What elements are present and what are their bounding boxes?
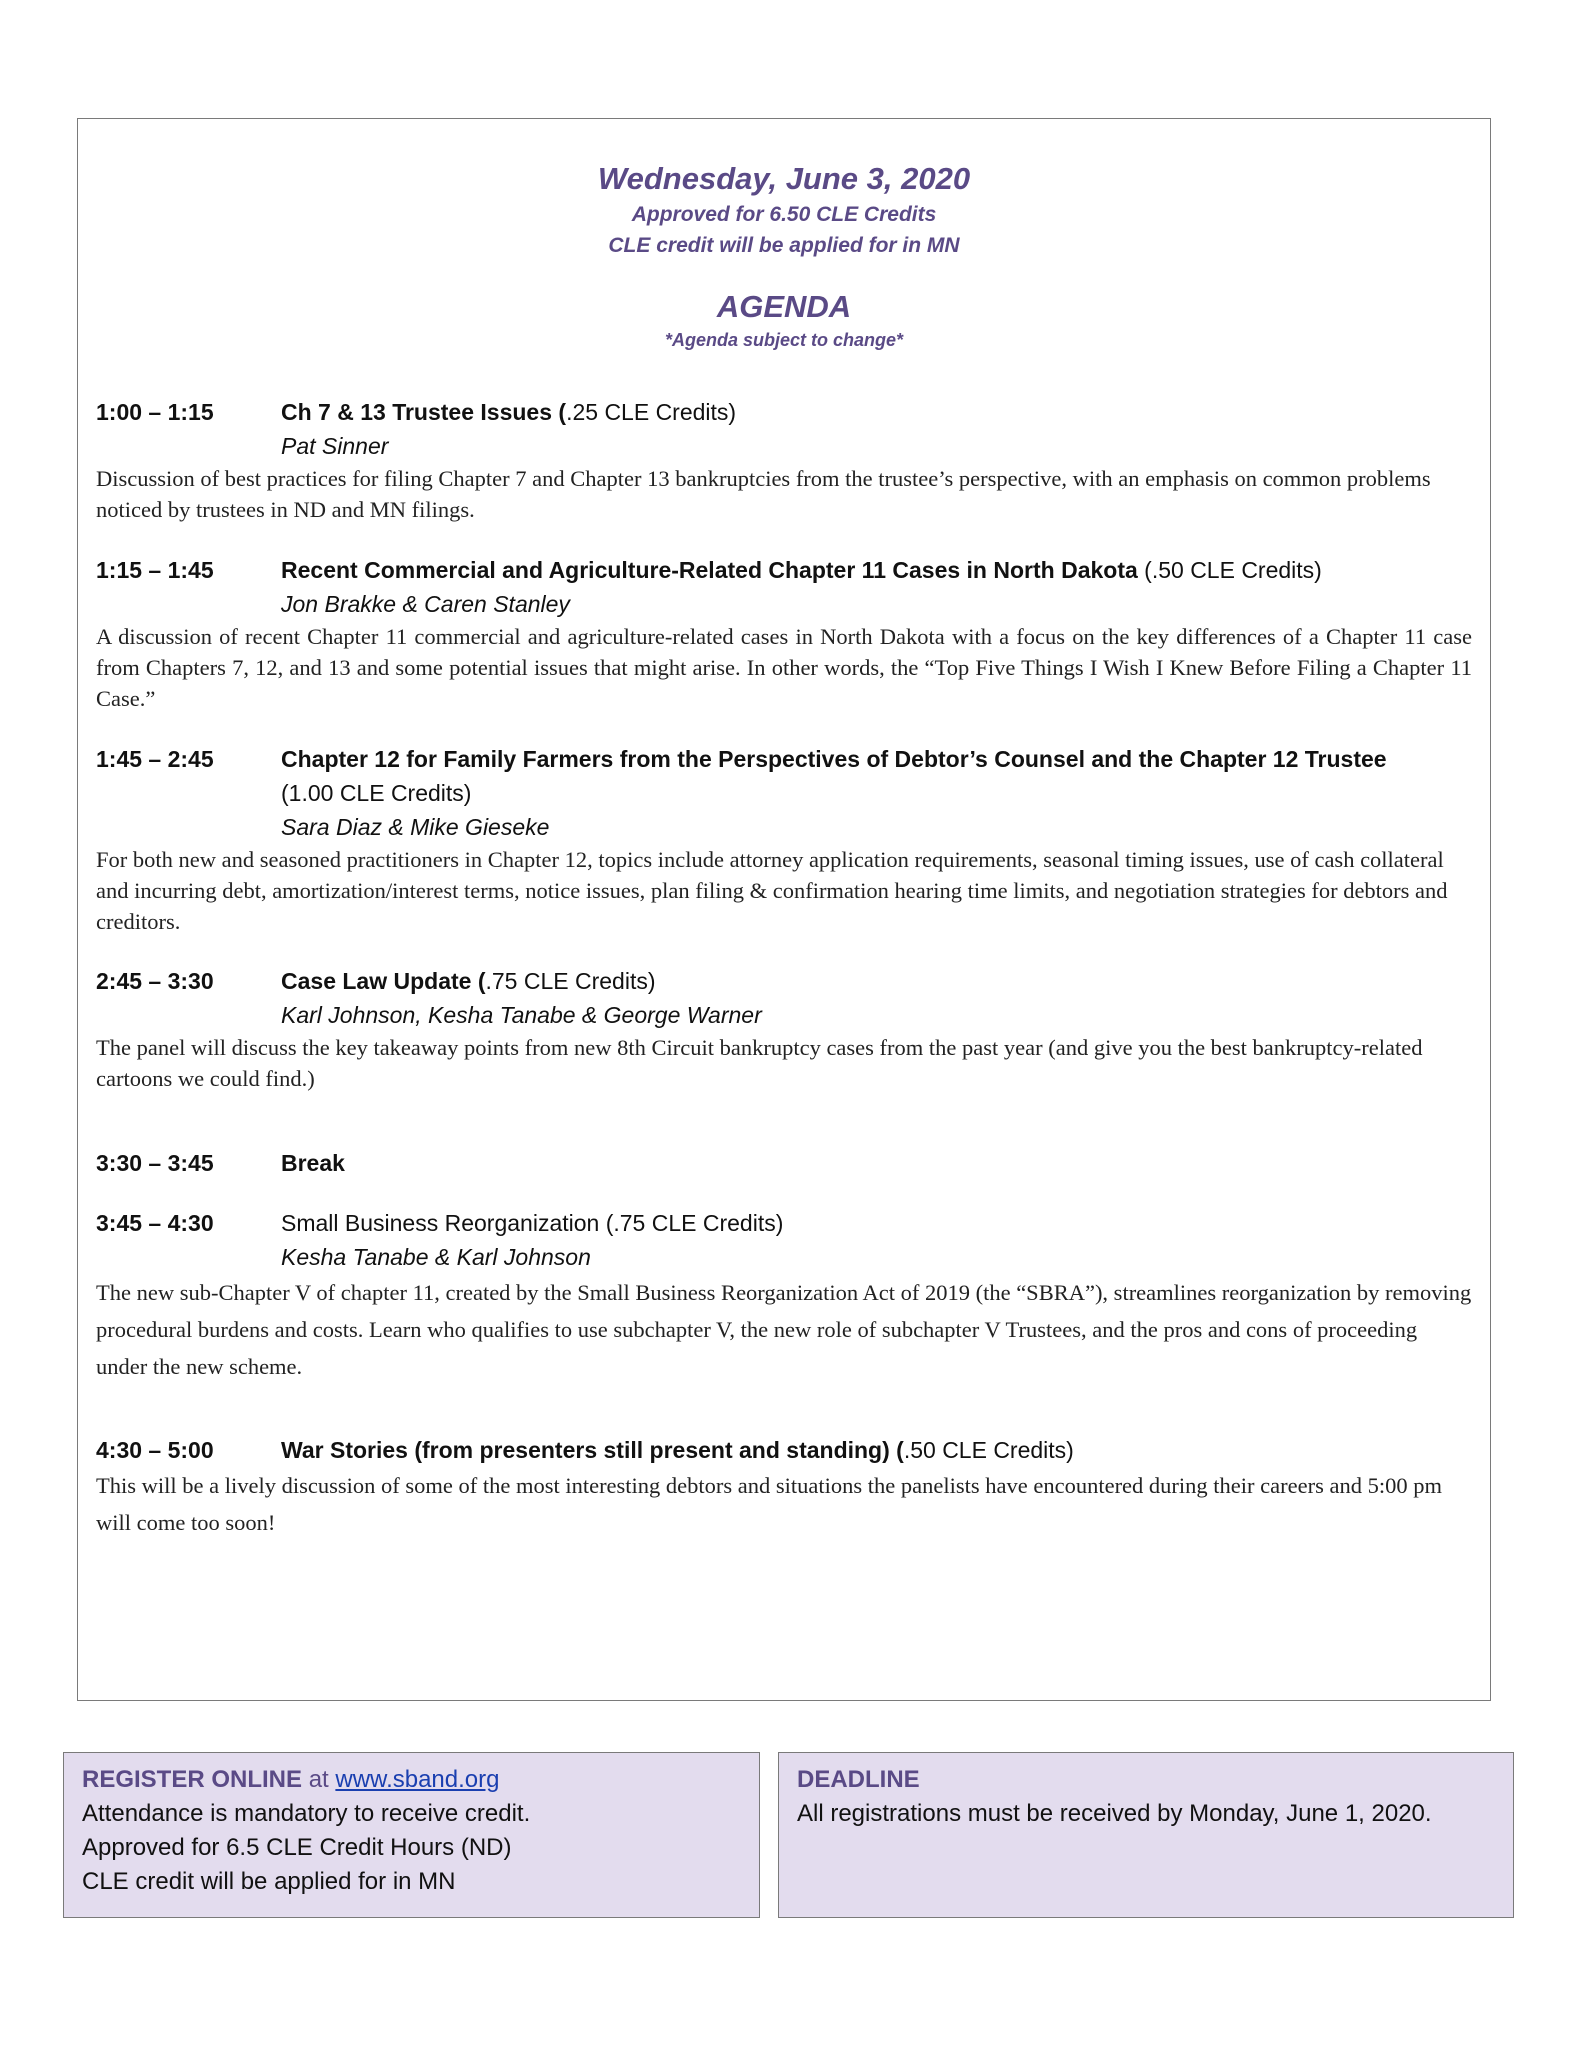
session-description: Discussion of best practices for filing Chapter 7 and Chapter 13 bankruptcies from the trustee’s perspective, with an emphasis on common problems noticed by trustees in ND and MN filings.	[96, 466, 1431, 522]
session-title-text: War Stories (from presenters still present and standing) (	[281, 1437, 904, 1463]
deadline-text: All registrations must be received by Monday, June 1, 2020.	[797, 1800, 1432, 1827]
agenda-frame	[77, 118, 1491, 1701]
session-1	[96, 395, 1472, 525]
session-title-text: Break	[281, 1150, 345, 1176]
session-time: 3:45 – 4:30	[96, 1210, 214, 1236]
session-description: A discussion of recent Chapter 11 commercial and agriculture-related cases in North Dakota with a focus on the key differences of a Chapter 11 case from Chapters 7, 12, and 13 and some potential issues that might arise. In other words, the “Top Five Things I Wish I Knew Before Filing a Chapter 11 Case.”	[96, 624, 1472, 711]
attendance-note: Attendance is mandatory to receive credit.	[82, 1800, 531, 1827]
session-title	[281, 553, 1472, 587]
session-3	[96, 742, 1472, 937]
session-time: 1:00 – 1:15	[96, 399, 214, 425]
agenda-note: *Agenda subject to change*	[664, 330, 904, 350]
approved-hours-note: Approved for 6.5 CLE Credit Hours (ND)	[82, 1834, 512, 1861]
deadline-heading: DEADLINE	[797, 1766, 920, 1793]
register-link[interactable]: www.sband.org	[335, 1766, 500, 1793]
session-description: The new sub-Chapter V of chapter 11, created by the Small Business Reorganization Act of 2019 (the “SBRA”), streamlines reorganization by removing procedural burdens and costs. Learn who qualifies to use subchapter V, the new role of subchapter V Trustees, and the pros and cons of proceeding under the new scheme.	[96, 1280, 1472, 1379]
session-time: 2:45 – 3:30	[96, 968, 214, 994]
session-description: The panel will discuss the key takeaway points from new 8th Circuit bankruptcy cases from the past year (and give you the best bankruptcy-related cartoons we could find.)	[96, 1035, 1423, 1091]
cle-mn-note: CLE credit will be applied for in MN	[608, 234, 960, 257]
session-time: 1:15 – 1:45	[96, 557, 214, 583]
session-7	[96, 1433, 1472, 1541]
session-title	[281, 1146, 1472, 1180]
session-title	[281, 964, 1472, 998]
session-title-text: Chapter 12 for Family Farmers from the Perspectives of Debtor’s Counsel and the Chapter 12 Trustee	[281, 746, 1387, 772]
session-speaker: Sara Diaz & Mike Gieseke	[281, 814, 550, 840]
event-date: Wednesday, June 3, 2020	[597, 161, 971, 196]
session-title: Small Business Reorganization (.75 CLE Credits)	[281, 1210, 784, 1236]
session-credits: .75 CLE Credits)	[485, 968, 656, 994]
session-break	[96, 1146, 1472, 1180]
session-title	[281, 1433, 1472, 1467]
session-credits: (1.00 CLE Credits)	[281, 780, 472, 806]
session-time: 4:30 – 5:00	[96, 1437, 214, 1463]
session-speaker: Karl Johnson, Kesha Tanabe & George Warner	[281, 1002, 762, 1028]
session-credits: (.50 CLE Credits)	[1137, 557, 1322, 583]
session-time: 3:30 – 3:45	[96, 1150, 214, 1176]
session-speaker: Pat Sinner	[281, 433, 389, 459]
session-6	[96, 1206, 1472, 1385]
session-title-text: Ch 7 & 13 Trustee Issues (	[281, 399, 567, 425]
session-4	[96, 964, 1472, 1094]
register-heading	[82, 1763, 741, 1797]
session-credits: .50 CLE Credits)	[903, 1437, 1074, 1463]
session-time: 1:45 – 2:45	[96, 746, 214, 772]
deadline-box	[778, 1752, 1514, 1918]
register-heading-text: REGISTER ONLINE	[82, 1766, 303, 1793]
session-2	[96, 553, 1472, 714]
session-speaker: Kesha Tanabe & Karl Johnson	[281, 1244, 591, 1270]
session-title	[281, 395, 1472, 429]
session-speaker: Jon Brakke & Caren Stanley	[281, 591, 570, 617]
agenda-header	[78, 159, 1490, 353]
session-credits: .25 CLE Credits)	[566, 399, 737, 425]
agenda-title: AGENDA	[716, 289, 852, 324]
cle-mn-box-note: CLE credit will be applied for in MN	[82, 1868, 456, 1895]
approved-credits: Approved for 6.50 CLE Credits	[631, 203, 937, 226]
register-at: at	[302, 1766, 336, 1793]
session-title-text: Case Law Update (	[281, 968, 486, 994]
session-title-text: Recent Commercial and Agriculture-Related Chapter 11 Cases in North Dakota	[281, 557, 1138, 583]
register-box	[63, 1752, 760, 1918]
session-description: This will be a lively discussion of some of the most interesting debtors and situations the panelists have encountered during their careers and 5:00 pm will come too soon!	[96, 1473, 1442, 1535]
session-description: For both new and seasoned practitioners in Chapter 12, topics include attorney application requirements, seasonal timing issues, use of cash collateral and incurring debt, amortization/interest terms, notice issues, plan filing & confirmation hearing time limits, and negotiation strategies for debtors and creditors.	[96, 847, 1448, 934]
session-title	[281, 742, 1472, 776]
